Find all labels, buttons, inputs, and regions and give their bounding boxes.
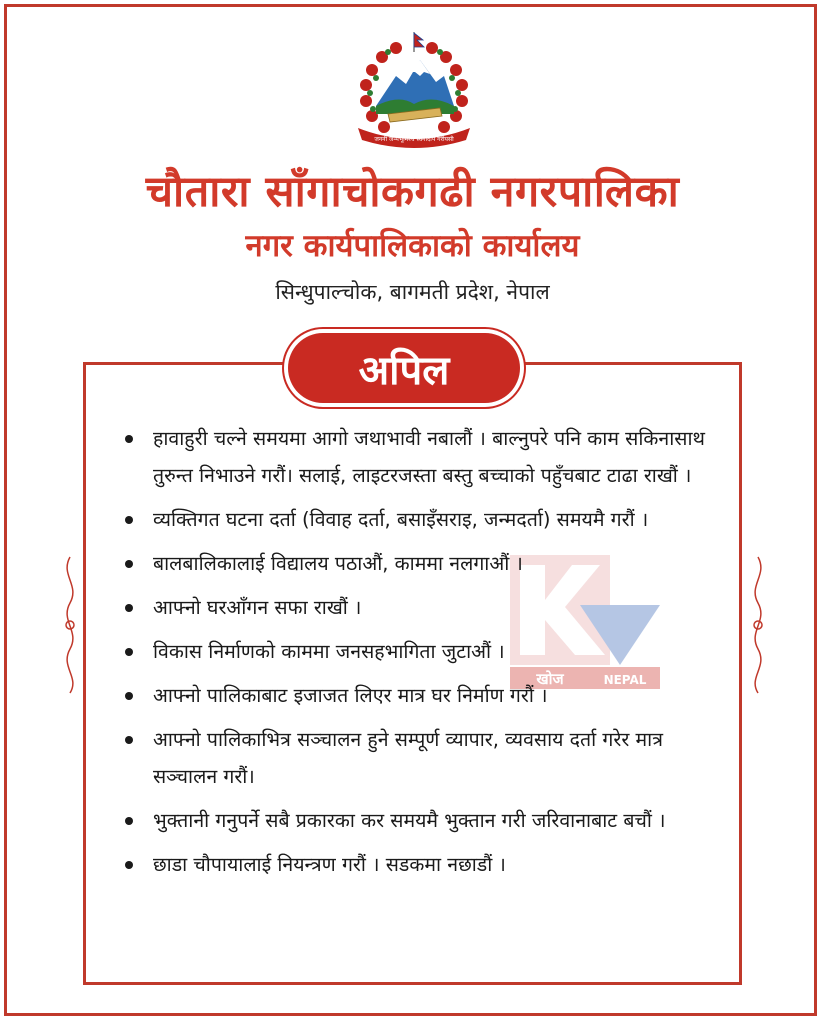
- emblem-motto: जननी जन्मभूमिश्च स्वर्गादपि गरीयसी: [374, 136, 454, 143]
- list-item-text: भुक्तानी गनुपर्ने सबै प्रकारका कर समयमै भुक्तान गरी जरिवानाबाट बचौं ।: [153, 809, 666, 832]
- list-item-text: विकास निर्माणको काममा जनसहभागिता जुटाऔं ।: [153, 640, 505, 663]
- notice-heading: अपिल: [288, 333, 520, 403]
- list-item: [115, 721, 725, 795]
- bullet-icon: [125, 604, 133, 612]
- watermark-text-np: खोज: [536, 670, 564, 688]
- list-item: [115, 633, 725, 670]
- list-item-text: बालबालिकालाई विद्यालय पठाऔं, काममा नलगाऔं ।: [153, 552, 523, 575]
- bullet-icon: [125, 736, 133, 744]
- list-item-text: व्यक्तिगत घटना दर्ता (विवाह दर्ता, बसाइँसराइ, जन्मदर्ता) समयमै गरौं ।: [153, 508, 649, 531]
- right-flourish-icon: [746, 555, 770, 695]
- list-item: [115, 420, 725, 494]
- list-item: [115, 501, 725, 538]
- list-item: [115, 589, 725, 626]
- list-item-text: आफ्नो पालिकाभित्र सञ्चालन हुने सम्पूर्ण व्यापार, व्यवसाय दर्ता गरेर मात्र सञ्चालन गरौं।: [153, 728, 663, 788]
- list-item-text: छाडा चौपायालाई नियन्त्रण गरौं । सडकमा नछाडौं ।: [153, 853, 506, 876]
- address: सिन्धुपाल्चोक, बागमती प्रदेश, नेपाल: [275, 280, 550, 304]
- watermark-text-en: NEPAL: [603, 673, 647, 687]
- list-item: [115, 545, 725, 582]
- list-item: [115, 846, 725, 883]
- bullet-icon: [125, 692, 133, 700]
- nepal-emblem-icon: [344, 30, 484, 148]
- appeal-list: [115, 420, 725, 890]
- bullet-icon: [125, 648, 133, 656]
- list-item: [115, 677, 725, 714]
- bullet-icon: [125, 435, 133, 443]
- bullet-icon: [125, 516, 133, 524]
- bullet-icon: [125, 861, 133, 869]
- list-item-text: हावाहुरी चल्ने समयमा आगो जथाभावी नबालौं । बाल्नुपरे पनि काम सकिनासाथ तुरुन्त निभाउने गरौं। सलाई, लाइटरजस्ता बस्तु बच्चाको पहुँचबाट टाढा राखौं ।: [153, 427, 705, 487]
- bullet-icon: [125, 560, 133, 568]
- page-subtitle: नगर कार्यपालिकाको कार्यालय: [245, 228, 580, 264]
- page-title: चौतारा साँगाचोकगढी नगरपालिका: [145, 167, 680, 217]
- list-item-text: आफ्नो पालिकाबाट इजाजत लिएर मात्र घर निर्माण गरौं ।: [153, 684, 548, 707]
- list-item-text: आफ्नो घरआँगन सफा राखौं ।: [153, 596, 362, 619]
- list-item: [115, 802, 725, 839]
- bullet-icon: [125, 817, 133, 825]
- left-flourish-icon: [58, 555, 82, 695]
